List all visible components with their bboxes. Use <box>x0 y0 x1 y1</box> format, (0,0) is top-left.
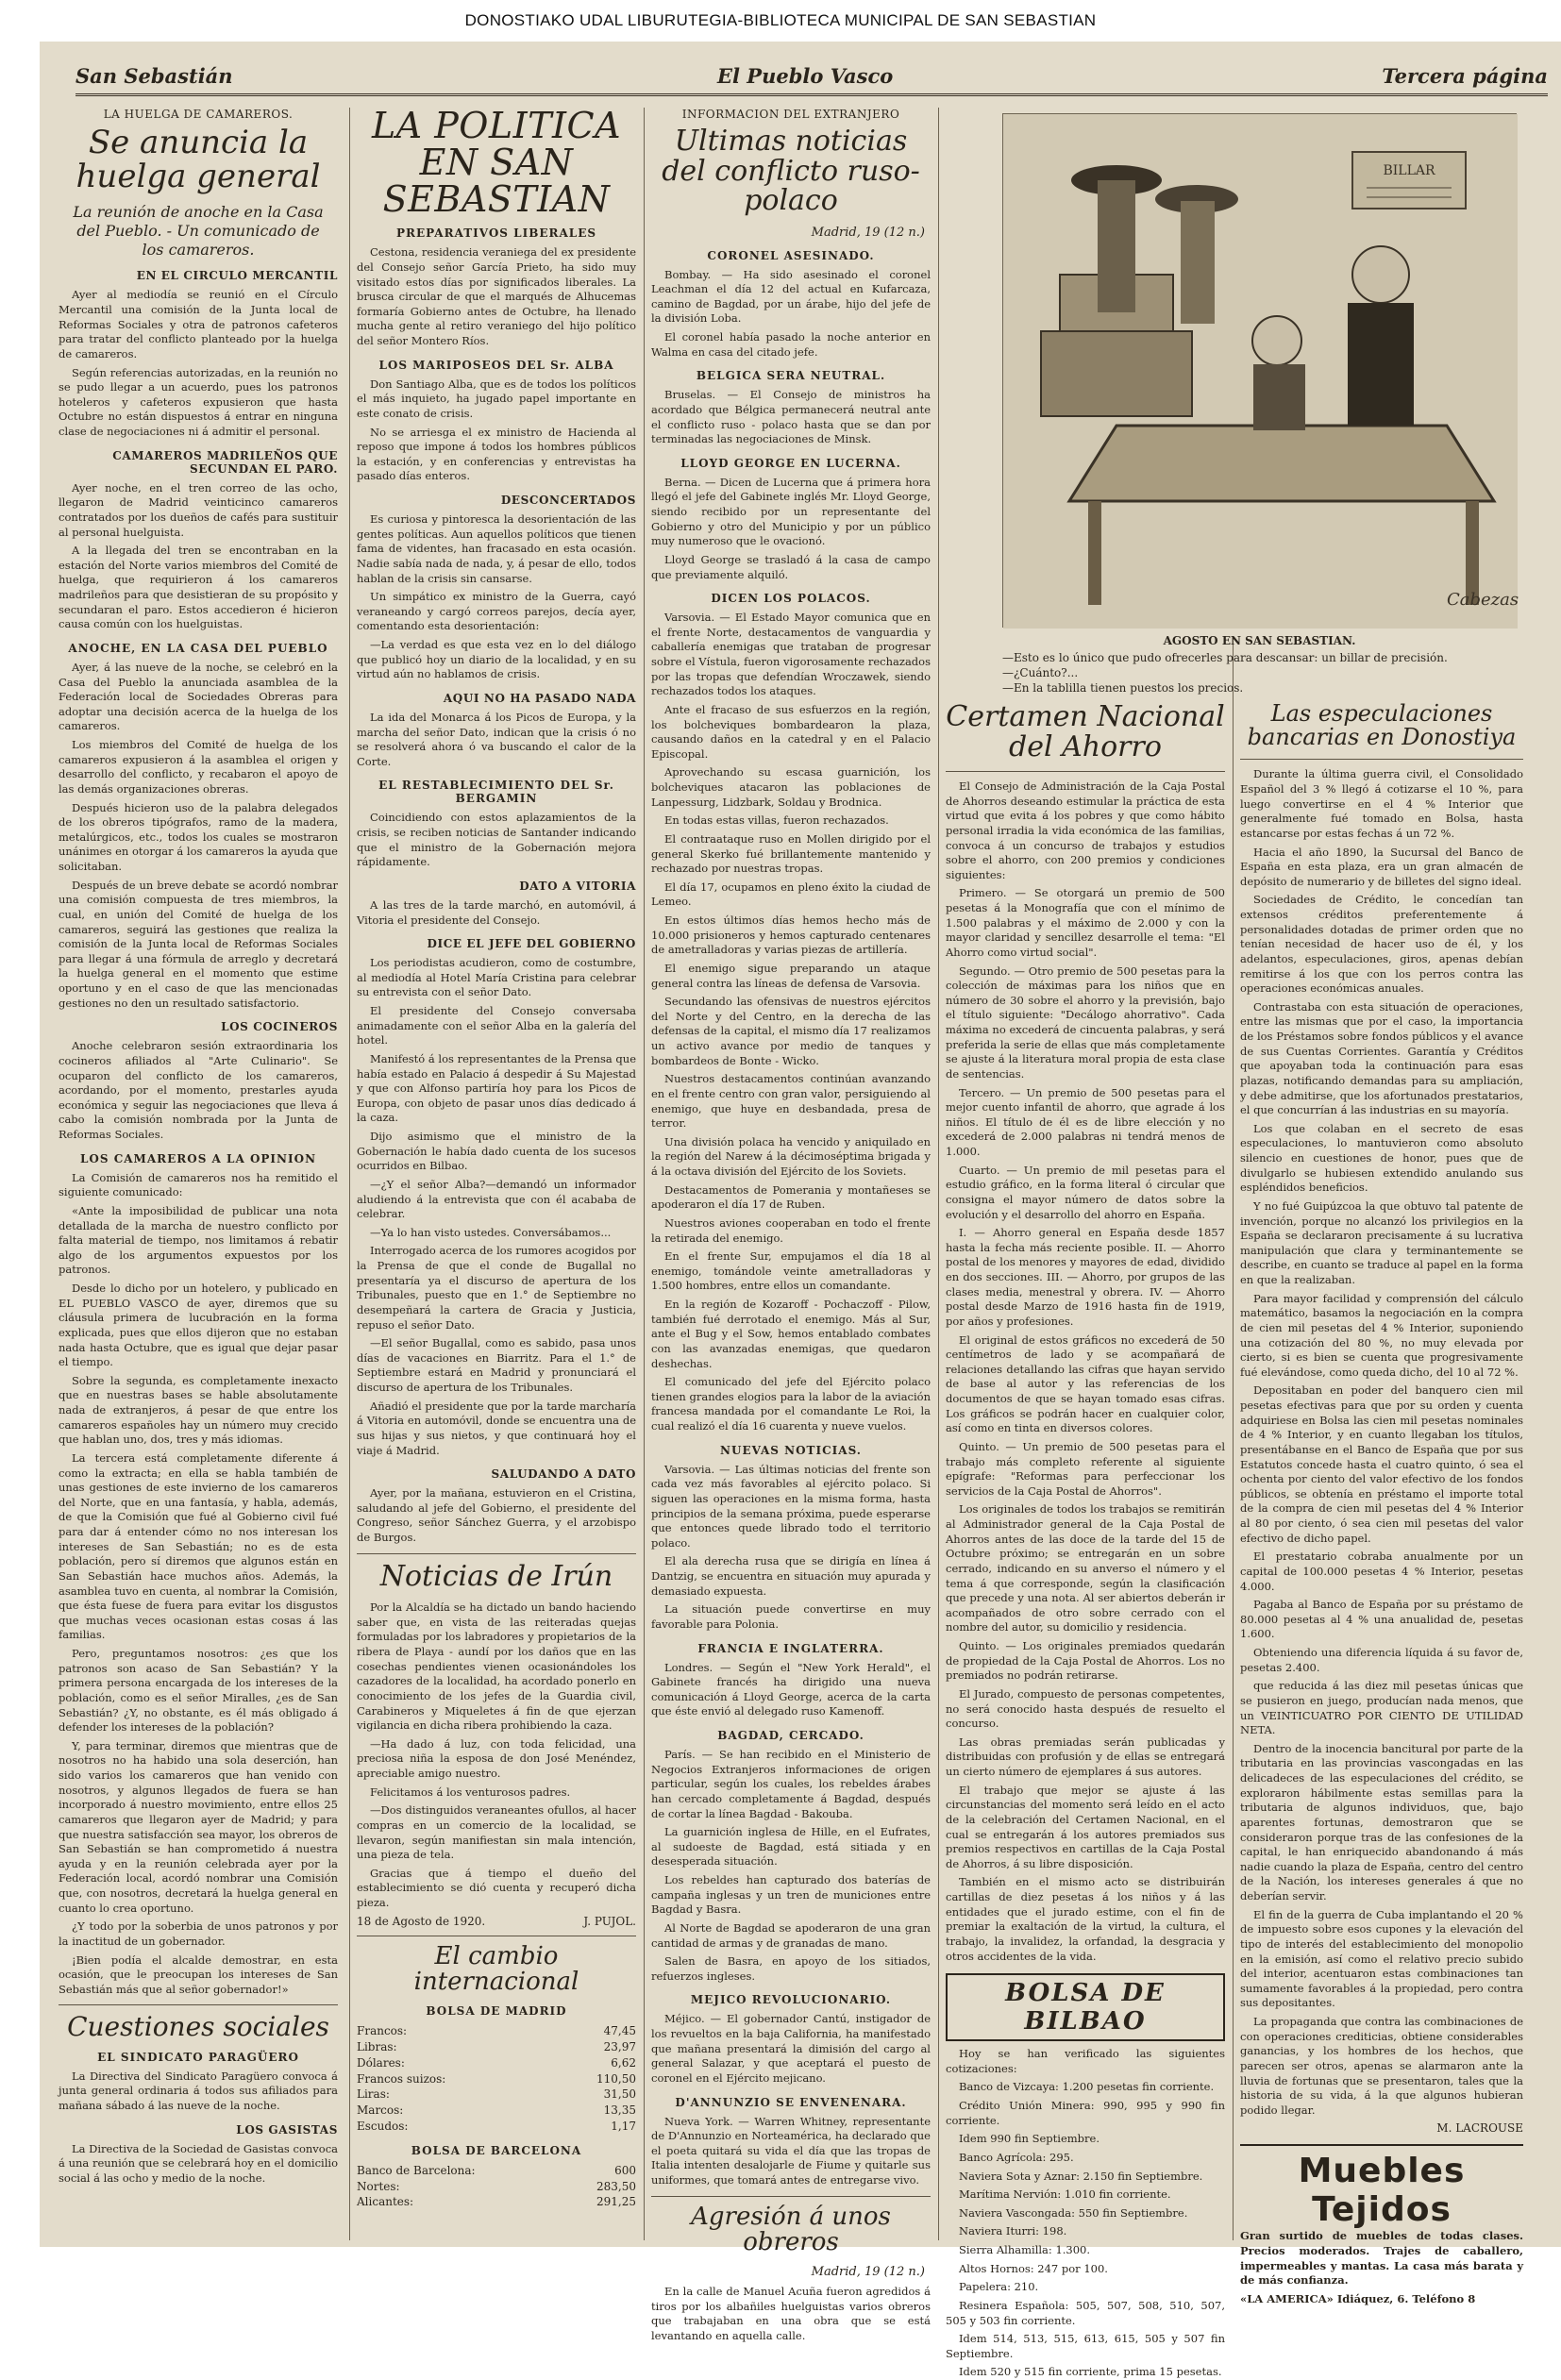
quote-line: Naviera Iturri: 198. <box>959 2224 1067 2238</box>
quote-line: Idem 990 fin Septiembre. <box>959 2132 1099 2146</box>
paragraph: El Consejo de Administración de la Caja Postal de Ahorros deseando estimular la práctica de esta virtud que evita á los pobres y que como hábito personal irradia la vida económica de las familias, convoca á un concurso de trabajos y estudios sobre el ahorro, con 200 premios y condiciones siguientes: <box>946 779 1225 881</box>
archive-banner: DONOSTIAKO UDAL LIBURUTEGIA-BIBLIOTECA MUNICIPAL DE SAN SEBASTIAN <box>0 0 1561 42</box>
paragraph: que reducida á las diez mil pesetas únicas que se pusieron en juego, producían nada menos, que un VEINTICUATRO POR CIENTO DE UTILIDAD NETA. <box>1240 1679 1523 1737</box>
cartoon-drawing <box>1003 114 1518 629</box>
paragraph: En la calle de Manuel Acuña fueron agredidos á tiros por los albañiles huelguistas varios obreros que trabajaban en una obra que se está levantando en aquella calle. <box>651 2285 931 2343</box>
paragraph: Coincidiendo con estos aplazamientos de la crisis, se reciben noticias de Santander indicando que el ministro de la Gobernación mejora rápidamente. <box>357 811 636 869</box>
paragraph: Bruselas. — El Consejo de ministros ha acordado que Bélgica permanecerá neutral ante el conflicto ruso - polaco hasta que se dan por terminadas las negociaciones de Minsk. <box>651 388 931 446</box>
dateline: 18 de Agosto de 1920. <box>357 1914 486 1928</box>
paragraph: —El señor Bugallal, como es sabido, pasa unos días de vacaciones en Biarritz. Para el 1.° de Septiembre estará en Madrid y pronunciará el discurso de apertura de los Tribunales. <box>357 1336 636 1394</box>
paragraph: En todas estas villas, fueron rechazados. <box>664 813 889 828</box>
subhead: DATO A VITORIA <box>519 879 636 893</box>
rate-row: Banco de Barcelona: 600 <box>357 2163 636 2177</box>
rate-row: Escudos: 1,17 <box>357 2120 636 2133</box>
cartoon-caption: —En la tablilla tienen puestos los precios. <box>1002 681 1244 695</box>
subhead: CORONEL ASESINADO. <box>707 248 875 262</box>
paragraph: Es curiosa y pintoresca la desorientación de las gentes políticas. Aun aquellos políticos que tienen fama de videntes, han fracasado en esta ocasión. Nadie sabía nada de nada, y, á pesar de ello, todos hablan de la crisis sin cansarse. <box>357 512 636 585</box>
subhead: EL SINDICATO PARAGÜERO <box>97 2050 299 2064</box>
rate-row: Nortes: 283,50 <box>357 2179 636 2193</box>
rate-row: Francos suizos: 110,50 <box>357 2071 636 2086</box>
subhead: FRANCIA E INGLATERRA. <box>697 1641 884 1655</box>
ad-address: «LA AMERICA» Idiáquez, 6. Teléfono 8 <box>1240 2291 1476 2305</box>
column-4 <box>946 700 1225 2379</box>
cartoon-illustration <box>1002 113 1517 628</box>
paragraph: Para mayor facilidad y comprensión del cálculo matemático, basamos la negociación en la compra de cien mil pesetas del 4 % Interior, suponiendo una cotización del 80 %, no muy elevada por cierto, si es bien se cuenta que progresivamente fué elevándose, como queda dicho, del 10 al 72 %. <box>1240 1291 1523 1379</box>
rate-row: Libras: 23,97 <box>357 2040 636 2054</box>
paragraph: Varsovia. — El Estado Mayor comunica que en el frente Norte, destacamentos de vanguardia y caballería enemigas que trataban de progresar sobre el Vístula, fueron vigorosamente rechazados por las tropas que defendían Wroczawek, siendo rechazados todos los ataques. <box>651 611 931 698</box>
paragraph: Varsovia. — Las últimas noticias del frente son cada vez más favorables al ejército polaco. Si siguen las operaciones en la misma forma, hasta principios de la semana próxima, puede esperarse que entonces quede librado todo el territorio polaco. <box>651 1462 931 1550</box>
paragraph: No se arriesga el ex ministro de Hacienda al reposo que impone á todos los hombres públicos la estación, y en conferencias y entrevistas ha pasado días enteros. <box>357 425 636 483</box>
paragraph: Ayer noche, en el tren correo de las ocho, llegaron de Madrid veinticinco camareros contratados por los dueños de cafés para sustituir al personal huelguista. <box>59 480 338 539</box>
column-divider <box>644 108 645 2240</box>
headline: Ultimas noticias del conflicto ruso-polaco <box>662 125 920 217</box>
section-heading: El cambio internacional <box>413 1941 579 1996</box>
subhead: LLOYD GEORGE EN LUCERNA. <box>680 456 901 470</box>
subhead: SALUDANDO A DATO <box>491 1467 636 1482</box>
paragraph: El contraataque ruso en Mollen dirigido por el general Skerko fué brillantemente mantenido y rechazado por nuestras tropas. <box>651 831 931 876</box>
paragraph: El comunicado del jefe del Ejército polaco tienen grandes elogios para la labor de la aviación francesa mandada por el comandante Le Roi, la cual realizó el día 16 cuarenta y nueve vuelos. <box>651 1375 931 1433</box>
paragraph: Los periodistas acudieron, como de costumbre, al mediodía al Hotel María Cristina para celebrar su entrevista con el señor Dato. <box>357 956 636 999</box>
paragraph: El original de estos gráficos no excederá de 50 centímetros de lado y se acompañará de relaciones detallando las cifras que hayan servido de base al autor y las referencias de los documentos de que se hayan tomado esas cifras. Los gráficos se podrán hacer en cualquier color, así como en tinta en diversos colores. <box>946 1332 1225 1435</box>
dateline: Madrid, 19 (12 n.) <box>811 2265 925 2280</box>
paragraph: Segundo. — Otro premio de 500 pesetas para la colección de máximas para los niños que en número de 30 sobre el ahorro y la previsión, bajo el título siguiente: "Decálogo ahorrativo". Cada máxima no excederá de cincuenta palabras, y será preferida la serie de ellas que más completamente se ajuste á la literatura moral propia de esta clase de sentencias. <box>946 964 1225 1081</box>
paragraph: El coronel había pasado la noche anterior en Walma en casa del citado jefe. <box>651 330 931 359</box>
section-kicker: INFORMACION DEL EXTRANJERO <box>681 108 900 121</box>
paragraph: En estos últimos días hemos hecho más de 10.000 prisioneros y hemos capturado centenares de ametralladoras y varias piezas de artillería. <box>651 913 931 957</box>
quote-line: Resinera Española: 505, 507, 508, 510, 507, 505 y 503 fin corriente. <box>946 2298 1225 2327</box>
paragraph: Nuestros destacamentos continúan avanzando en el frente centro con gran valor, persiguiendo al enemigo, que huye en desbandada, presa de terror. <box>651 1072 931 1131</box>
quote-line: Papelera: 210. <box>959 2280 1039 2294</box>
paragraph: Ayer, á las nueve de la noche, se celebró en la Casa del Pueblo la anunciada asamblea de la Federación local de Sociedades Obreras para adoptar una decisión acerca de la huelga de los camareros. <box>59 660 338 733</box>
paragraph: Ayer, por la mañana, estuvieron en el Cristina, saludando al jefe del Gobierno, el presidente del Congreso, señor Sánchez Guerra, y el arzobispo de Burgos. <box>357 1486 636 1544</box>
paragraph: A las tres de la tarde marchó, en automóvil, á Vitoria el presidente del Consejo. <box>357 897 636 927</box>
paragraph: La situación puede convertirse en muy favorable para Polonia. <box>651 1602 931 1631</box>
quote-line: Naviera Sota y Aznar: 2.150 fin Septiembre. <box>959 2169 1203 2183</box>
paragraph: Nuestros aviones cooperaban en todo el frente la retirada del enemigo. <box>651 1215 931 1245</box>
subhead: AQUI NO HA PASADO NADA <box>443 691 636 705</box>
paragraph: El ala derecha rusa que se dirigía en línea á Dantzig, se encuentra en situación muy apurada y demasiado expuesta. <box>651 1554 931 1598</box>
headline: LA POLITICA EN SAN SEBASTIAN <box>371 105 622 220</box>
paragraph: Méjico. — El gobernador Cantú, instigador de los revueltos en la baja California, ha manifestado que mañana presentará la dimisión del cargo al general Salazar, y que aceptará el puesto de coronel en el Ejército mejicano. <box>651 2012 931 2085</box>
paragraph: —Ya lo han visto ustedes. Conversábamos... <box>370 1225 612 1239</box>
paragraph: Cuarto. — Un premio de mil pesetas para el estudio gráfico, en la forma literal ó circular que consigna el mayor número de datos sobre la evolución y el desarrollo del ahorro en España. <box>946 1163 1225 1221</box>
quote-line: Altos Hornos: 247 por 100. <box>959 2261 1108 2275</box>
paragraph: El fin de la guerra de Cuba implantando el 20 % de impuesto sobre esos cupones y la elevación del tipo de interés del establecimiento del monopolio en la emisión, así como el relativo precio subido del interior, acentuaron estas combinaciones tan sumamente favorables á la propiedad, pero contra sus depositantes. <box>1240 1907 1523 2010</box>
subhead: BOLSA DE MADRID <box>426 2004 567 2019</box>
subhead: DICEN LOS POLACOS. <box>711 592 871 606</box>
paragraph: También en el mismo acto se distribuirán cartillas de diez pesetas á los niños y á las entidades que el jurado estime, con el fin de premiar la exaltación de la virtud, la cultura, el trabajo, la invalidez, la orfandad, la desgracia y otros accidentes de la vida. <box>946 1875 1225 1963</box>
paragraph: Berna. — Dicen de Lucerna que á primera hora llegó el jefe del Gabinete inglés Mr. Lloyd George, siendo recibido por un representante del Gobierno y otro del Municipio y por un público muy numeroso que le ovacionó. <box>651 475 931 548</box>
rate-row: Alicantes: 291,25 <box>357 2195 636 2209</box>
paragraph: Anoche celebraron sesión extraordinaria los cocineros afiliados al "Arte Culinario". Se ocuparon del conflicto de los camareros, acordando, por el momento, prestarles ayuda económica y seguir las negociaciones que lleva á cabo la comisión nombrada por la Junta de Reformas Sociales. <box>59 1039 338 1141</box>
section-rule <box>1240 759 1523 760</box>
deck: La reunión de anoche en la Casa del Pueblo. - Un comunicado de los camareros. <box>73 203 324 260</box>
quote-line: Idem 520 y 515 fin corriente, prima 15 pesetas. <box>959 2365 1222 2379</box>
paragraph: ¡Bien podía el alcalde demostrar, en esta ocasión, que le preocupan los intereses de San Sebastián más que al señor gobernador!» <box>59 1953 338 1996</box>
paragraph: Gracias que á tiempo el dueño del establecimiento se dió cuenta y recuperó dicha pieza. <box>357 1866 636 1909</box>
paragraph: —La verdad es que esta vez en lo del diálogo que publicó hoy un diario de la localidad, y en su virtud aún no hablamos de crisis. <box>357 638 636 681</box>
section-heading: Noticias de Irún <box>379 1559 613 1593</box>
paragraph: Las obras premiadas serán publicadas y distribuidas con profusión y de ellas se entregará un cierto número de ejemplares á sus autores. <box>946 1735 1225 1778</box>
paragraph: Sobre la segunda, es completamente inexacto que en nuestras bases se hable absolutamente nada de extranjeros, á pesar de que entre los camareros españoles hay un número muy crecido que hablan uno, dos, tres y más idiomas. <box>59 1373 338 1447</box>
paragraph: El enemigo sigue preparando un ataque general contra las líneas de defensa de Varsovia. <box>651 961 931 990</box>
subhead: BELGICA SERA NEUTRAL. <box>696 369 886 383</box>
subhead: DICE EL JEFE DEL GOBIERNO <box>427 937 636 951</box>
column-5 <box>1240 700 1523 2305</box>
paragraph: La guarnición inglesa de Hille, en el Eufrates, al sudoeste de Bagdad, está sitiada y en desesperada situación. <box>651 1825 931 1869</box>
section-rule <box>357 1553 636 1554</box>
paragraph: Un simpático ex ministro de la Guerra, cayó veraneando y cargó correos parejos, decía ayer, comentando esta desorientación: <box>357 590 636 633</box>
paragraph: Quinto. — Los originales premiados quedarán de propiedad de la Caja Postal de Ahorros. Los no premiados no podrán retirarse. <box>946 1639 1225 1683</box>
quote-line: Banco de Vizcaya: 1.200 pesetas fin corriente. <box>959 2080 1215 2094</box>
section-rule <box>946 771 1225 772</box>
paragraph: Obteniendo una diferencia líquida á su favor de, pesetas 2.400. <box>1240 1646 1523 1674</box>
subhead: PREPARATIVOS LIBERALES <box>395 226 597 241</box>
paragraph: Londres. — Según el "New York Herald", el Gabinete francés ha dirigido una nueva comunicación á Lloyd George, acerca de la carta que éste envió al delegado ruso Kamenoff. <box>651 1660 931 1718</box>
quote-line: Idem 514, 513, 515, 613, 615, 505 y 507 fin Septiembre. <box>946 2332 1225 2360</box>
dateline: Madrid, 19 (12 n.) <box>811 225 925 240</box>
byline: M. LACROUSE <box>1436 2121 1523 2136</box>
paragraph: Sociedades de Crédito, le concedían tan extensos créditos preferentemente á personalidades dotadas de primer orden que no tenían necesidad de hacer uso de él, y los adelantos, especulaciones, giros, apenas debían remitirse á los que con los perros contra las operaciones económicas anuales. <box>1240 893 1523 996</box>
cartoon-caption-title: AGOSTO EN SAN SEBASTIAN. <box>1163 634 1356 647</box>
rates-madrid <box>357 2023 636 2135</box>
byline: J. PUJOL. <box>583 1914 636 1928</box>
subhead: EL RESTABLECIMIENTO DEL Sr. BERGAMIN <box>378 779 614 806</box>
section-heading: Agresión á unos obreros <box>691 2202 891 2256</box>
paragraph: Primero. — Se otorgará un premio de 500 pesetas á la Monografía que con el mínimo de 1.500 palabras y el máximo de 2.000 y con la mayor claridad y sencillez desarrolle el tema: "El Ahorro como virtud social". <box>946 886 1225 959</box>
subhead: NUEVAS NOTICIAS. <box>720 1443 862 1457</box>
paragraph: A la llegada del tren se encontraban en la estación del Norte varios miembros del Comité de huelga, que requirieron á los camareros madrileños para que desistieran de su propósito y secundaran el paro. Estos accedieron é hicieron causa común con los huelguistas. <box>59 544 338 631</box>
paragraph: Interrogado acerca de los rumores acogidos por la Prensa de que el conde de Bugallal no presentaría ya el discurso de apertura de los Tribunales, puesto que en 1.° de Septiembre no desempeñará la cartera de Gracia y Justicia, repuso el señor Dato. <box>357 1244 636 1332</box>
paragraph: Después hicieron uso de la palabra delegados de los obreros tipógrafos, ramo de la madera, metalúrgicos, etc., todos los cuales se mostraron unánimes en otorgar á los camareros la ayuda que solicitaban. <box>59 800 338 873</box>
subhead: BOLSA DE BARCELONA <box>411 2143 582 2157</box>
paragraph: Durante la última guerra civil, el Consolidado Español del 3 % llegó á cotizarse el 10 %, para luego convertirse en el 4 % Interior que generalmente fué tomado en Bolsa, hasta estancarse por estas fechas á un 72 %. <box>1240 767 1523 840</box>
paragraph: El trabajo que mejor se ajuste á las circunstancias del momento será leído en el acto de la celebración del Certamen Nacional, en el cual se entregarán á los autores premiados sus premios respectivos en cartillas de la Caja Postal de Ahorros, á su libre disposición. <box>946 1783 1225 1870</box>
rate-row: Francos: 47,45 <box>357 2024 636 2038</box>
paragraph: La Comisión de camareros nos ha remitido el siguiente comunicado: <box>59 1170 338 1199</box>
paragraph: ¿Y todo por la soberbia de unos patronos y por la inactitud de un gobernador. <box>59 1919 338 1948</box>
subhead: MEJICO REVOLUCIONARIO. <box>690 1993 892 2007</box>
column-2 <box>357 105 636 2240</box>
paragraph: Hacia el año 1890, la Sucursal del Banco de España en esta plaza, era un gran almacén de depósito de numerario y de billetes del signo ideal. <box>1240 845 1523 888</box>
rate-row: Dólares: 6,62 <box>357 2055 636 2070</box>
paragraph: Felicitamos á los venturosos padres. <box>370 1785 571 1799</box>
paragraph: Y no fué Guipúzcoa la que obtuvo tal patente de invención, porque no alcanzó los privilegios en la España se declararon precisamente á su lucrativa manipulación que clara y terminantemente se describe, en cuanto se traduce al papel en la forma en que la realizaban. <box>1240 1198 1523 1286</box>
paragraph: Desde lo dicho por un hotelero, y publicado en EL PUEBLO VASCO de ayer, diremos que su cláusula primera de lucubración en la forma explicada, pues que ellos dijeron que no estaban nada hasta Octubre, que es igual que dejar pasar el tiempo. <box>59 1282 338 1369</box>
paragraph: Nueva York. — Warren Whitney, representante de D'Annunzio en Norteamérica, ha declarado que el poeta quitará su vida el día que las tropas de Italia intenten desalojarle de Fiume y quitarle sus uniformes, que tomará antes de entregarse vivo. <box>651 2114 931 2187</box>
paragraph: Bombay. — Ha sido asesinado el coronel Leachman el día 12 del actual en Kufarcaza, camino de Bagdad, por un árabe, hijo del jefe de la división Loba. <box>651 267 931 326</box>
cartoon-caption: —Esto es lo único que pudo ofrecerles para descansar: un billar de precisión. <box>1002 651 1448 664</box>
paragraph: —Dos distinguidos veraneantes ofullos, al hacer compras en un comercio de la localidad, se llevaron, según manifiestan sin mala intención, una pieza de tela. <box>357 1803 636 1862</box>
quote-line: Sierra Alhamilla: 1.300. <box>959 2243 1091 2256</box>
column-divider <box>349 108 350 2240</box>
paragraph: Una división polaca ha vencido y aniquilado en la región del Narew á la décimoséptima brigada y á la octava división del Ejército de los Soviets. <box>651 1134 931 1178</box>
quote-line: Banco Agrícola: 295. <box>959 2150 1074 2164</box>
paragraph: Los originales de todos los trabajos se remitirán al Administrador general de la Caja Postal de Ahorros antes de las doce de la tarde del 15 de Octubre próximo; se entregarán en un sobre cerrado, indicando en su anverso el número y el tema á que corresponde, según la clasificación que precede y una nota. Al ser abiertos deberán ir acompañados de otro sobre cerrado con el nombre del autor, su domicilio y residencia. <box>946 1502 1225 1634</box>
ad-title: Muebles Tejidos <box>1240 2144 1523 2229</box>
paragraph: Pagaba al Banco de España por su préstamo de 80.000 pesetas al 4 % una anualidad de, pesetas 1.600. <box>1240 1598 1523 1641</box>
svg-text:BILLAR: BILLAR <box>1383 163 1435 178</box>
paragraph: Dijo asimismo que el ministro de la Gobernación le había dado cuenta de los sucesos ocurridos en Bilbao. <box>357 1130 636 1173</box>
paragraph: Quinto. — Un premio de 500 pesetas para el trabajo más completo referente al siguiente epígrafe: "Reformas para perfeccionar los servicios de la Caja Postal de Ahorros". <box>946 1439 1225 1498</box>
paragraph: Añadió el presidente que por la tarde marcharía á Vitoria en automóvil, donde se encuentra una de sus hijas y sus nietos, y que continuará hoy el viaje á Madrid. <box>357 1399 636 1457</box>
paragraph: Salen de Basra, en apoyo de los sitiados, refuerzos ingleses. <box>651 1954 931 1983</box>
subhead: LOS GASISTAS <box>236 2122 338 2137</box>
paragraph: Los que colaban en el secreto de esas especulaciones, lo mantuvieron como absoluto silencio en cuestiones de honor, pues que de divulgarlo se hubiesen extendido anulando sus espléndidos beneficios. <box>1240 1121 1523 1195</box>
quote-line: Marítima Nervión: 1.010 fin corriente. <box>959 2187 1171 2202</box>
paragraph: El día 17, ocupamos en pleno éxito la ciudad de Lemeo. <box>651 880 931 909</box>
paragraph: Al Norte de Bagdad se apoderaron de una gran cantidad de armas y de granadas de mano. <box>651 1920 931 1950</box>
subhead: LOS COCINEROS <box>221 1020 338 1034</box>
column-1 <box>59 108 338 2240</box>
paragraph: Don Santiago Alba, que es de todos los políticos el más inquieto, ha jugado papel importante en este conato de crisis. <box>357 377 636 420</box>
paragraph: Según referencias autorizadas, en la reunión no se pudo llegar a un acuerdo, pues los patronos hoteleros y cafeteros expusieron que hasta Octubre no están dispuestos á entrar en ninguna clase de negociaciones ni á admitir el personal. <box>59 365 338 438</box>
ad-text: Gran surtido de muebles de todas clases. Precios moderados. Trajes de caballero, impermeables y mantas. La casa más barata y de más confianza. <box>1240 2229 1523 2288</box>
paragraph: En la región de Kozaroff - Pochaczoff - Pilow, también fué derrotado el enemigo. Más al Sur, ante el Bug y el Sow, hemos entablado combates con las avanzadas enemigas, que quedaron deshechas. <box>651 1298 931 1370</box>
paragraph: El Jurado, compuesto de personas competentes, no será conocido hasta después de resuelto el concurso. <box>946 1686 1225 1731</box>
page-header <box>76 60 1548 96</box>
rate-row: Marcos: 13,35 <box>357 2103 636 2118</box>
subhead: LOS CAMAREROS A LA OPINION <box>79 1151 317 1165</box>
quote-line: Naviera Vascongada: 550 fin Septiembre. <box>959 2205 1188 2220</box>
paragraph: Hoy se han verificado las siguientes cotizaciones: <box>946 2047 1225 2075</box>
rates-barcelona <box>357 2163 636 2210</box>
headline: Se anuncia la huelga general <box>76 124 321 195</box>
paragraph: La Directiva de la Sociedad de Gasistas convoca á una reunión que se celebrará hoy en el domicilio social á las ocho y medio de la noche. <box>59 2141 338 2185</box>
paragraph: Destacamentos de Pomerania y montañeses se apoderaron el día 17 de Ruben. <box>651 1182 931 1212</box>
paragraph: Pero, preguntamos nosotros: ¿es que los patronos son acaso de San Sebastián? Y la primera persona encargada de los intereses de la población, como es el señor Miralles, ¿es de San Sebastián? ¿Y, no obstante, es él más obligado á defender los intereses de la población? <box>59 1647 338 1735</box>
section-rule <box>651 2196 931 2197</box>
paragraph: Secundando las ofensivas de nuestros ejércitos del Norte y del Centro, en la derecha de las defensas de la capital, el mismo día 17 realizamos un activo avance por medio de tanques y bombardeos de Bonte - Wicko. <box>651 995 931 1067</box>
column-3 <box>651 108 931 2343</box>
paragraph: —¿Y el señor Alba?—demandó un informador aludiendo á la entrevista que con él acababa de celebrar. <box>357 1177 636 1221</box>
headline: Certamen Nacional del Ahorro <box>946 700 1225 763</box>
section-rule <box>59 2004 338 2005</box>
headline: Las especulaciones bancarias en Donostiya <box>1247 700 1517 751</box>
paragraph: París. — Se han recibido en el Ministerio de Negocios Extranjeros informaciones de origen particular, según los cuales, los rebeldes árabes han cercado completamente á Bagdad, después de cortar la línea Bagdad - Bakouba. <box>651 1748 931 1820</box>
masthead: El Pueblo Vasco <box>717 64 894 88</box>
section-heading: Cuestiones sociales <box>67 2011 329 2043</box>
paragraph: La Directiva del Sindicato Paragüero convoca á junta general ordinaria á todos sus afiliados para mañana sábado á las nueve de la noche. <box>59 2069 338 2113</box>
newspaper-page <box>40 42 1561 2379</box>
paragraph: Los miembros del Comité de huelga de los camareros expusieron á la asamblea el origen y desarrollo del conflicto, y recabaron el apoyo de las demás organizaciones obreras. <box>59 738 338 796</box>
paragraph: Los rebeldes han capturado dos baterías de campaña inglesas y un tren de municiones entre Bagdad y Basra. <box>651 1873 931 1917</box>
paragraph: Manifestó á los representantes de la Prensa que había estado en Palacio á despedir á Su Majestad y que con Alfonso partiría hoy para los Picos de Europa, con objeto de pasar unos días dedicado á la caza. <box>357 1051 636 1125</box>
header-city: San Sebastián <box>76 64 233 88</box>
paragraph: Lloyd George se trasladó á la casa de campo que previamente alquiló. <box>651 552 931 581</box>
subhead: ANOCHE, EN LA CASA DEL PUEBLO <box>68 641 328 655</box>
paragraph: Aprovechando su escasa guarnición, los bolcheviques atacaron las poblaciones de Lanpessurg, Lidzbark, Soldau y Brodnica. <box>651 765 931 809</box>
column-divider <box>1233 636 1234 2240</box>
cartoon-caption: —¿Cuánto?... <box>1002 666 1079 679</box>
subhead: BAGDAD, CERCADO. <box>717 1729 864 1742</box>
paragraph: El prestatario cobraba anualmente por un capital de 100.000 pesetas 4 % Interior, pesetas 4.000. <box>1240 1550 1523 1593</box>
paragraph: Ayer al mediodía se reunió en el Círculo Mercantil una comisión de la Junta local de Reformas Sociales y otra de patronos cafeteros para tratar del conflicto planteado por la huelga de camareros. <box>59 288 338 360</box>
paragraph: La ida del Monarca á los Picos de Europa, y la marcha del señor Dato, indican que la crisis ó no se resolverá ahora ó va buscando el calor de la Corte. <box>357 710 636 768</box>
paragraph: Dentro de la inocencia bancitural por parte de la tributaria en las provincias vascongadas en las delicadeces de las especulaciones del crédito, se exploraron hábilmente estas semillas para la tributaria de algunos individuos, que, bajo aparentes fortunas, demostraron que se consideraron porque tras de las confesiones de la capital, le han enriquecido abandonando á más nadie cuando la plaza de España, centro del centro de la Nación, los intereses generales á que no deberían servir. <box>1240 1741 1523 1902</box>
quote-line: Crédito Unión Minera: 990, 995 y 990 fin corriente. <box>946 2099 1225 2127</box>
paragraph: La propaganda que contra las combinaciones de con operaciones crediticias, obtiene considerables ganancias, y los hombres de los hechos, que parecen ser otros, apenas se alarmaron ante la lluvia de fortunas que se presentaron, tales que la historia de su vida, á la que algunos hubieran podido llegar. <box>1240 2015 1523 2117</box>
paragraph: Depositaban en poder del banquero cien mil pesetas efectivas para que por su orden y cuenta adquiriese en Bolsa las cien mil pesetas nominales de 4 % Interior, y en cuanto llegaban los títulos, presentábanse en el Banco de España que por sus Estatutos concede hasta el cuatro quinto, ó sea el ochenta por ciento del valor efectivo de los fondos públicos, se obtenía en préstamo el importe total de la compra de cien mil pesetas del 4 % Interior al 80 por ciento, ó sea cien mil pesetas del valor efectivo de dicho papel. <box>1240 1383 1523 1545</box>
paragraph: En el frente Sur, empujamos el día 18 al enemigo, tomándole veinte ametralladoras y 1.500 hombres, entre ellos un comandante. <box>651 1249 931 1293</box>
paragraph: —Ha dado á luz, con toda felicidad, una preciosa niña la esposa de don José Menéndez, apreciable amigo nuestro. <box>357 1736 636 1780</box>
paragraph: I. — Ahorro general en España desde 1857 hasta la fecha más reciente posible. II. — Ahorro postal de los menores y mayores de edad, dividido en dos secciones. III. — Ahorro, por grupos de las clases media, menestral y obrera. IV. — Ahorro postal desde Marzo de 1916 hasta fin de 1919, por años y profesiones. <box>946 1226 1225 1328</box>
subhead: EN EL CIRCULO MERCANTIL <box>136 269 338 283</box>
paragraph: El presidente del Consejo conversaba animadamente con el señor Alba en la galería del hotel. <box>357 1004 636 1048</box>
paragraph: «Ante la imposibilidad de publicar una nota detallada de la marcha de nuestro conflicto por falta material de tiempo, nos limitamos á rebatir algo de los argumentos expuestos por los patronos. <box>59 1203 338 1277</box>
bolsa-bilbao-heading: BOLSA DE BILBAO <box>946 1973 1225 2041</box>
section-kicker: LA HUELGA DE CAMAREROS. <box>103 108 294 121</box>
subhead: LOS MARIPOSEOS DEL Sr. ALBA <box>378 358 614 372</box>
paragraph: Después de un breve debate se acordó nombrar una comisión compuesta de tres miembros, la cual, en unión del Comité de huelga de los camareros, seguirá las gestiones que realiza la comisión de la Junta local de Reformas Sociales para llegar á una fórmula de arreglo y decretará la huelga general en el momento que estime oportuno y en el caso de que las mencionadas gestiones no den un resultado satisfactorio. <box>59 878 338 1010</box>
paragraph: Y, para terminar, diremos que mientras que de nosotros no ha habido una sola deserción, han sido varios los camareros que han venido con nosotros, y algunos llegados de fuera se han incorporado á nuestro movimiento, entre ellos 25 camareros que llegaron ayer de Madrid; y para que nuestra satisfacción sea mayor, los obreros de San Sebastián se han comprometido á nuestra ayuda y en la reunión celebrada ayer por la Federación local, acordó nombrar una Comisión que, con nosotros, decretará la huelga general en cuanto lo crea oportuno. <box>59 1738 338 1915</box>
subhead: D'ANNUNZIO SE ENVENENARA. <box>675 2095 907 2109</box>
paragraph: Por la Alcaldía se ha dictado un bando haciendo saber que, en vista de las reiteradas quejas formuladas por los labradores y propietarios de la ribera de Playa - aundí por los daños que en las cosechas pendientes vienen ocasionándoles los cazadores de la localidad, ha acordado ponerlo en conocimiento de los jefes de la Guardia civil, Carabineros y Miqueletes á fin de que ejerzan vigilancia en dicha ribera prohibiendo la caza. <box>357 1601 636 1733</box>
rate-row: Liras: 31,50 <box>357 2087 636 2102</box>
subhead: DESCONCERTADOS <box>500 494 636 507</box>
artist-signature: Cabezas <box>1447 590 1519 610</box>
column-divider <box>938 108 939 2240</box>
paragraph: Contrastaba con esta situación de operaciones, entre las mismas que por el caso, la importancia de los Préstamos sobre fondos públicos y el avance de sus Cuentas Corrientes. Garantía y Créditos que apoyaban toda la continuación para esas plazas, notificando demandas para su ampliación, y debe admitirse, que los afortunados prestatarios, el que concurrían á las industrias en su mayoría. <box>1240 999 1523 1117</box>
paragraph: La tercera está completamente diferente á como la extracta; en ella se habla también de unas gestiones de este invierno de los camareros del Norte, que en una fantasía, y habla, además, de que la Comisión que fué al Gobierno civil fué para dar á entender cómo no nos interesan los intereses de San Sebastián; no es de esta población, pero sí diremos que algunos están en San Sebastián hace muchos años. Además, la asamblea tuvo en cuenta, al nombrar la Comisión, que ésta fuese de fuera para evitar los disgustos que muchas veces ocasionan estas cosas á las familias. <box>59 1450 338 1642</box>
subhead: CAMAREROS MADRILEÑOS QUE SECUNDAN EL PARO. <box>112 448 338 476</box>
paragraph: Cestona, residencia veraniega del ex presidente del Consejo señor García Prieto, ha sido muy visitado estos días por significados liberales. La brusca circular de que el marqués de Alhucemas formaría Gobierno antes de Octubre, ha llenado mucha gente al retiro veraniego del hijo político del señor Montero Ríos. <box>357 245 636 347</box>
paragraph: Ante el fracaso de sus esfuerzos en la región, los bolcheviques bombardearon la plaza, causando daños en la catedral y en el Palacio Episcopal. <box>651 702 931 761</box>
paragraph: Tercero. — Un premio de 500 pesetas para el mejor cuento infantil de ahorro, que agrade á los niños. El título de él es de libre elección y no excederá de 2.000 palabras ni tendrá menos de 1.000. <box>946 1085 1225 1158</box>
page-number: Tercera página <box>1382 64 1548 88</box>
